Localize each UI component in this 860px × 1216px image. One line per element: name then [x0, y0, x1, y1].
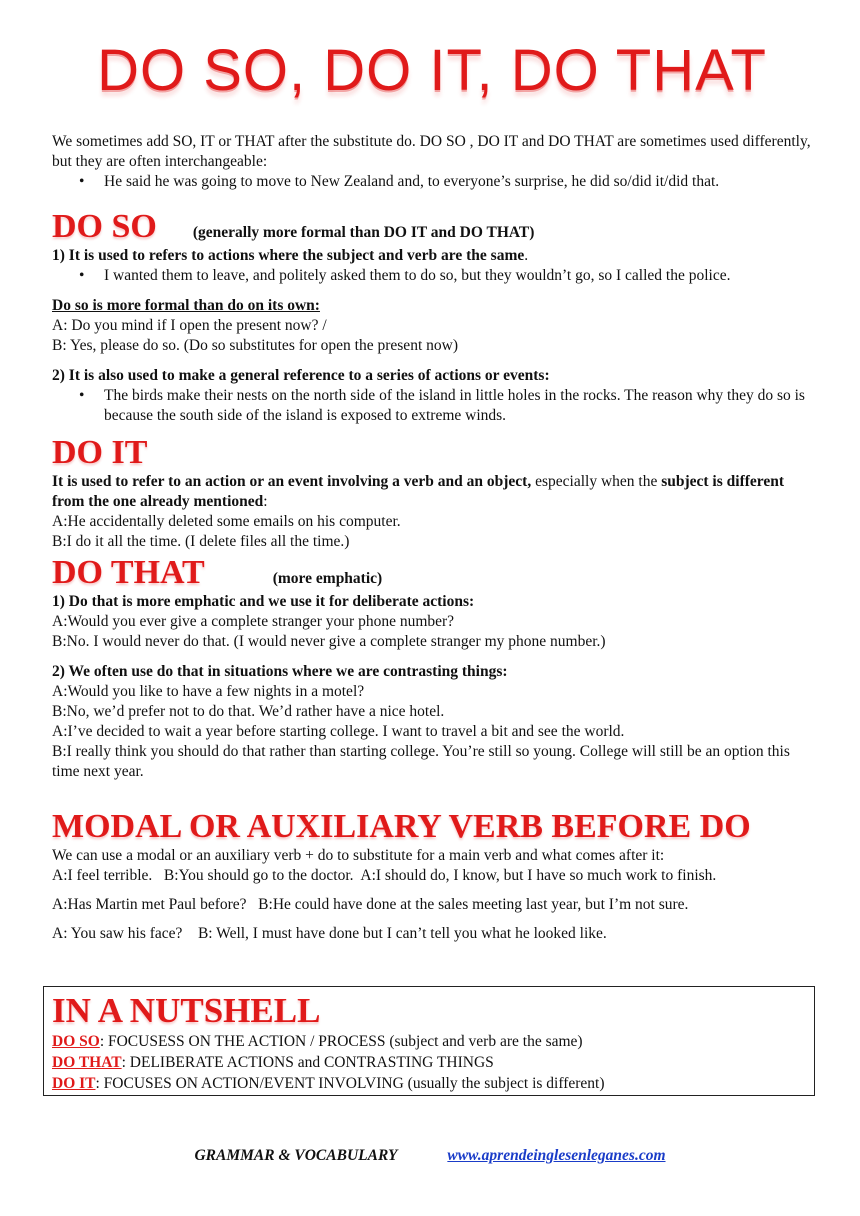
do-so-rule-2: 2) It is also used to make a general reference to a series of actions or events: [52, 367, 550, 384]
do-that-heading: DO THAT [52, 554, 205, 591]
nutshell-text: : FOCUSES ON ACTION/EVENT INVOLVING (usually the subject is different) [95, 1075, 605, 1092]
do-so-formal-heading: Do so is more formal than do on its own: [52, 297, 320, 314]
do-so-formal-line: A: Do you mind if I open the present now? / [52, 317, 327, 334]
do-so-rule-1-end: . [524, 247, 529, 264]
do-that-header [52, 554, 812, 592]
do-that-rule-2: 2) We often use do that in situations where we are contrasting things: [52, 663, 508, 680]
do-it-rule-end: : [263, 493, 268, 510]
do-that-line: B:I really think you should do that rather than starting college. You’re still so young. College will still be an option this time next year. [52, 743, 790, 780]
do-that-line: B:No. I would never do that. (I would never give a complete stranger my phone number.) [52, 633, 606, 650]
intro-bullet-list [52, 172, 812, 192]
footer-website-link[interactable]: www.aprendeinglesenleganes.com [447, 1147, 666, 1164]
do-that-line: B:No, we’d prefer not to do that. We’d rather have a nice hotel. [52, 703, 445, 720]
modal-heading: MODAL OR AUXILIARY VERB BEFORE DO [52, 808, 751, 845]
do-it-heading: DO IT [52, 434, 148, 471]
do-so-heading: DO SO [52, 208, 157, 245]
modal-intro: We can use a modal or an auxiliary verb + do to substitute for a main verb and what comes after it: [52, 847, 665, 864]
nutshell-key: DO SO [52, 1033, 100, 1050]
do-that-line: A:I’ve decided to wait a year before starting college. I want to travel a bit and see the world. [52, 723, 625, 740]
do-it-rule-bold-2: subject is different from the one already mentioned [52, 473, 785, 510]
do-so-rule-2-list [52, 386, 812, 426]
do-it-rule [52, 472, 812, 512]
do-so-rule-1-example: • I wanted them to leave, and politely asked them to do so, but they wouldn’t go, so I called the police. [104, 266, 812, 286]
nutshell-item [52, 1031, 806, 1052]
do-so-rule-1 [52, 246, 812, 266]
intro-text: We sometimes add SO, IT or THAT after the substitute do. DO SO , DO IT and DO THAT are sometimes used differently, but they are often interchangeable: [52, 133, 811, 170]
worksheet [52, 0, 812, 944]
do-that-line: A:Would you like to have a few nights in a motel? [52, 683, 365, 700]
do-that-rule-1: 1) Do that is more emphatic and we use it for deliberate actions: [52, 593, 475, 610]
do-it-rule-normal: especially when the [531, 473, 662, 490]
nutshell-item [52, 1052, 806, 1073]
nutshell-heading: IN A NUTSHELL [52, 991, 321, 1030]
do-so-rule-1-list [52, 266, 812, 286]
nutshell-text: : FOCUSESS ON THE ACTION / PROCESS (subject and verb are the same) [99, 1033, 583, 1050]
modal-example: A:I feel terrible. B:You should go to the doctor. A:I should do, I know, but I have so much work to finish. [52, 867, 717, 884]
nutshell-box [43, 986, 815, 1096]
do-it-line: B:I do it all the time. (I delete files all the time.) [52, 533, 350, 550]
page-title: DO SO, DO IT, DO THAT [97, 38, 767, 103]
nutshell-key: DO THAT [52, 1054, 122, 1071]
do-it-rule-bold-1: It is used to refer to an action or an event involving a verb and an object, [52, 473, 532, 490]
nutshell-item [52, 1073, 806, 1094]
do-so-formal-line: B: Yes, please do so. (Do so substitutes for open the present now) [52, 337, 458, 354]
do-so-header [52, 208, 812, 246]
do-so-note: (generally more formal than DO IT and DO THAT) [192, 224, 535, 241]
nutshell-key: DO IT [52, 1075, 96, 1092]
footer [0, 1146, 860, 1166]
do-that-note: (more emphatic) [272, 570, 383, 587]
modal-example: A: You saw his face? B: Well, I must have done but I can’t tell you what he looked like. [52, 925, 607, 942]
do-so-rule-2-example: • The birds make their nests on the north side of the island in little holes in the rocks. The reason why they do so is because the south side of the island is exposed to extreme winds. [104, 386, 812, 426]
intro-example: • He said he was going to move to New Zealand and, to everyone’s surprise, he did so/did it/did that. [104, 172, 812, 192]
nutshell-text: : DELIBERATE ACTIONS and CONTRASTING THINGS [121, 1054, 494, 1071]
do-so-rule-1-text: 1) It is used to refers to actions where the subject and verb are the same [52, 247, 525, 264]
footer-label: GRAMMAR & VOCABULARY [194, 1147, 398, 1164]
do-it-line: A:He accidentally deleted some emails on his computer. [52, 513, 401, 530]
do-that-line: A:Would you ever give a complete stranger your phone number? [52, 613, 455, 630]
modal-example: A:Has Martin met Paul before? B:He could have done at the sales meeting last year, but I’m not sure. [52, 896, 689, 913]
